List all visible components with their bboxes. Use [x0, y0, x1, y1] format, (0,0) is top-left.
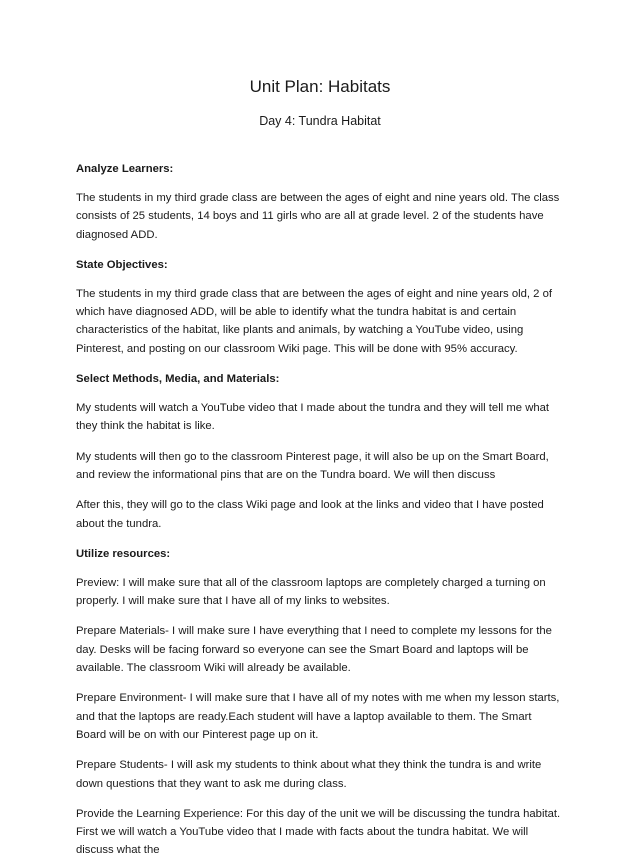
paragraph: Prepare Materials- I will make sure I have everything that I need to complete my lessons for the day. Desks will be facing forward so everyone can see the Smart Board and laptops will be available. The classroom Wiki will already be available.: [76, 625, 552, 675]
section-heading: Analyze Learners:: [76, 163, 174, 175]
section-utilize-resources: [76, 545, 564, 860]
paragraph: After this, they will go to the class Wiki page and look at the links and video that I have posted about the tundra.: [76, 499, 544, 530]
paragraph: Preview: I will make sure that all of the classroom laptops are completely charged a turning on properly. I will make sure that I have all of my links to websites.: [76, 576, 546, 608]
section-state-objectives: [76, 256, 564, 358]
page-subtitle: Day 4: Tundra Habitat: [259, 114, 381, 128]
paragraph: Provide the Learning Experience: For this day of the unit we will be discussing the tundra habitat. First we will watch a YouTube video that I made with facts about the tundra habitat. We will discuss what the: [76, 807, 561, 857]
section-heading: Select Methods, Media, and Materials:: [76, 373, 280, 386]
paragraph: The students in my third grade class that are between the ages of eight and nine years old, 2 of which have diagnosed ADD, will be able to identify what the tundra habitat is and certain characteristics of the habitat, like plants and animals, by watching a YouTube video, using Pinterest, and posting on our classroom Wiki page. This will be done with 95% accuracy.: [76, 287, 553, 355]
section-heading: Utilize resources:: [76, 547, 171, 560]
page-title: Unit Plan: Habitats: [249, 77, 391, 96]
paragraph: Prepare Environment- I will make sure that I have all of my notes with me when my lesson starts, and that the laptops are ready.Each student will have a laptop available to them. The Smart Board will be on with our Pinterest page up on it.: [76, 692, 560, 741]
paragraph: Prepare Students- I will ask my students to think about what they think the tundra is and write down questions that they want to ask me during class.: [76, 759, 542, 790]
paragraph: My students will watch a YouTube video that I made about the tundra and they will tell me what they think the habitat is like.: [76, 402, 550, 433]
section-methods-media-materials: [76, 370, 564, 533]
paragraph: The students in my third grade class are between the ages of eight and nine years old. The class consists of 25 students, 14 boys and 11 girls who are all at grade level. 2 of the students have diagnosed ADD.: [76, 192, 560, 241]
section-heading: State Objectives:: [76, 258, 168, 271]
section-analyze-learners: [76, 160, 564, 244]
paragraph: My students will then go to the classroom Pinterest page, it will also be up on the Smart Board, and review the informational pins that are on the Tundra board. We will then discuss: [76, 450, 549, 481]
